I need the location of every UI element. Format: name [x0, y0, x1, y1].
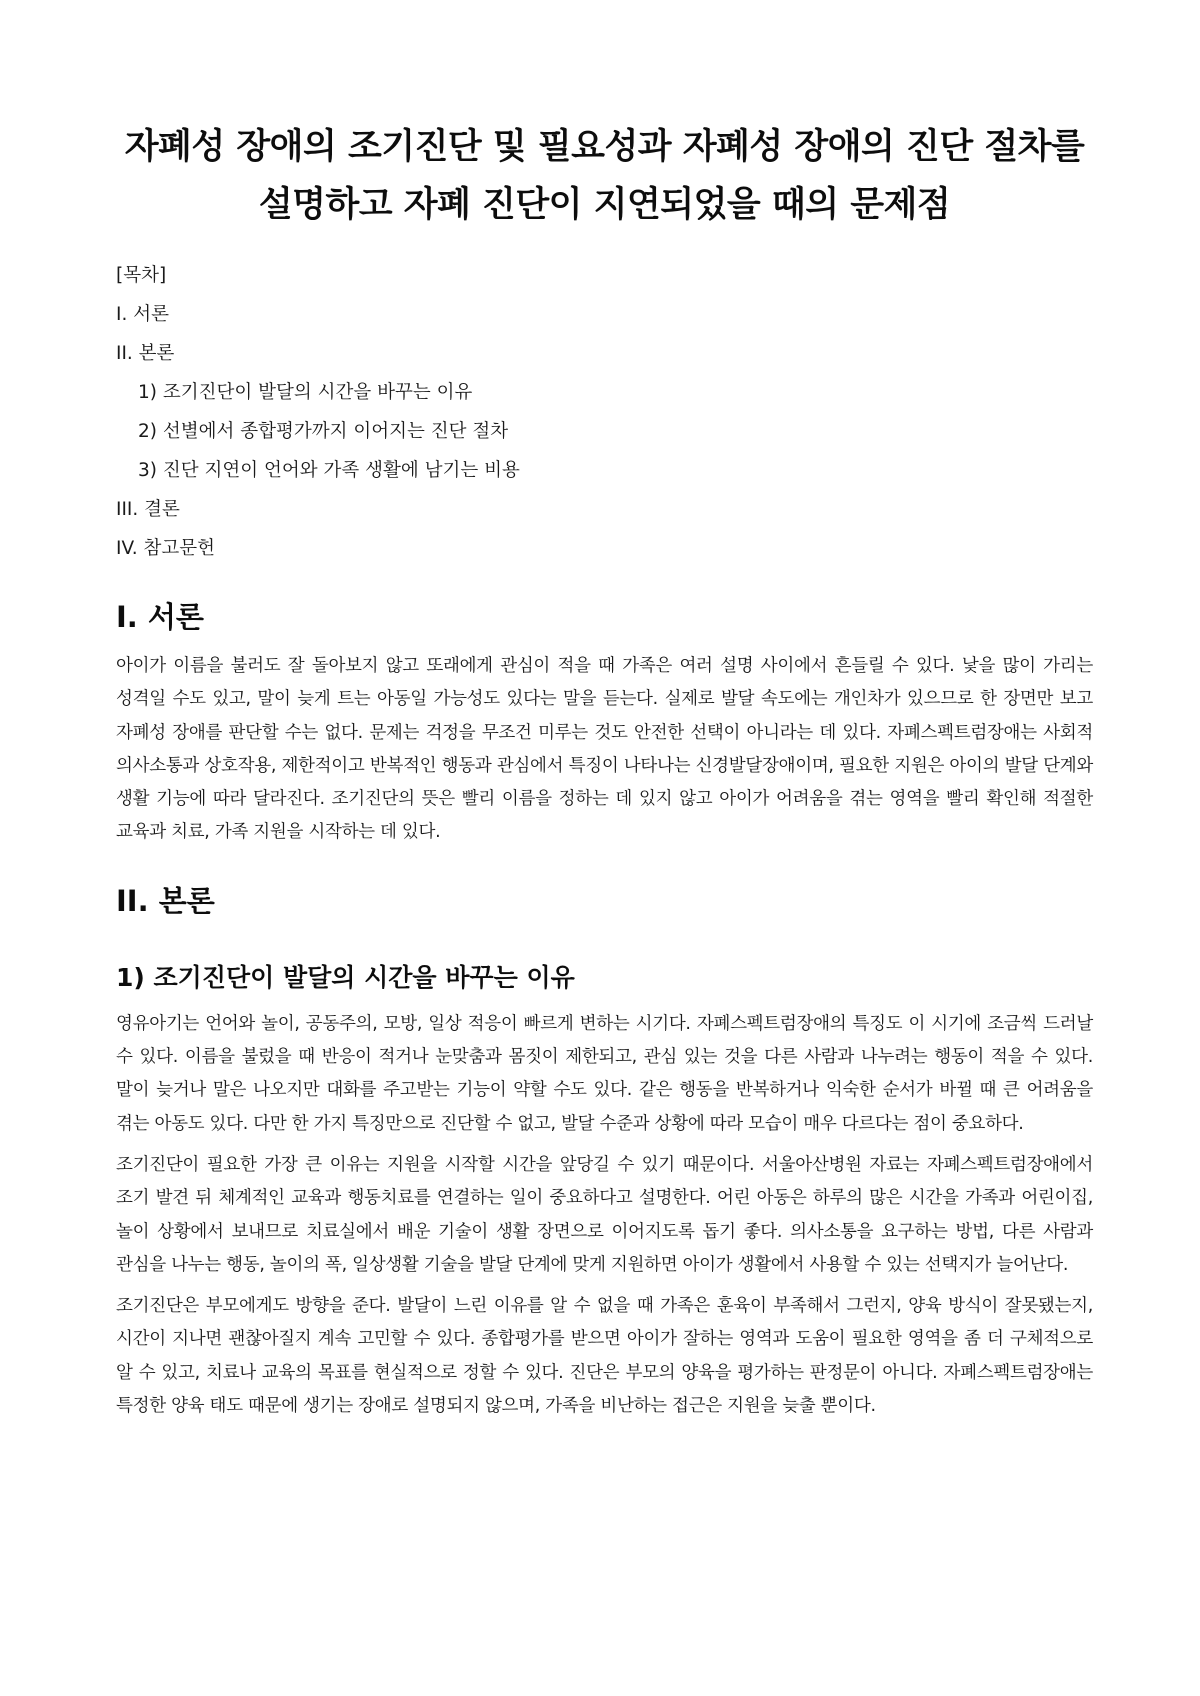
- toc-item: III. 결론: [116, 499, 180, 520]
- toc-subitem: 2) 선별에서 종합평가까지 이어지는 진단 절차: [138, 421, 509, 442]
- table-of-contents: [116, 256, 1093, 568]
- toc-item: I. 서론: [116, 304, 169, 325]
- body-paragraph: 조기진단이 필요한 가장 큰 이유는 지원을 시작할 시간을 앞당길 수 있기 때문이다. 서울아산병원 자료는 자폐스펙트럼장애에서 조기 발견 뒤 체계적인 교육과 행동치료를 연결하는 일이 중요하다고 설명한다. 어린 아동은 하루의 많은 시간을 가족과 어린이집, 놀이 상황에서 보내므로 치료실에서 배운 기술이 생활 장면으로 이어지도록 돕기 좋다. 의사소통을 요구하는 방법, 다른 사람과 관심을 나누는 행동, 놀이의 폭, 일상생활 기술을 발달 단계에 맞게 지원하면 아이가 생활에서 사용할 수 있는 선택지가 늘어난다.: [116, 1154, 1093, 1275]
- toc-subitem: 1) 조기진단이 발달의 시간을 바꾸는 이유: [138, 382, 473, 403]
- toc-subitem: 3) 진단 지연이 언어와 가족 생활에 남기는 비용: [138, 460, 520, 481]
- introduction-paragraph: 아이가 이름을 불러도 잘 돌아보지 않고 또래에게 관심이 적을 때 가족은 여러 설명 사이에서 흔들릴 수 있다. 낯을 많이 가리는 성격일 수도 있고, 말이 늦게 트는 아동일 가능성도 있다는 말을 듣는다. 실제로 발달 속도에는 개인차가 있으므로 한 장면만 보고 자폐성 장애를 판단할 수는 없다. 문제는 걱정을 무조건 미루는 것도 안전한 선택이 아니라는 데 있다. 자폐스펙트럼장애는 사회적 의사소통과 상호작용, 제한적이고 반복적인 행동과 관심에서 특징이 나타나는 신경발달장애이며, 필요한 지원은 아이의 발달 단계와 생활 기능에 따라 달라진다. 조기진단의 뜻은 빨리 이름을 정하는 데 있지 않고 아이가 어려움을 겪는 영역을 빨리 확인해 적절한 교육과 치료, 가족 지원을 시작하는 데 있다.: [116, 656, 1093, 843]
- section-heading-body: II. 본론: [116, 883, 215, 918]
- document-title: 자폐성 장애의 조기진단 및 필요성과 자폐성 장애의 진단 절차를 설명하고 자폐 진단이 지연되었을 때의 문제점: [124, 127, 1085, 225]
- subsection-heading: 1) 조기진단이 발달의 시간을 바꾸는 이유: [116, 962, 575, 992]
- body-paragraph: 영유아기는 언어와 놀이, 공동주의, 모방, 일상 적응이 빠르게 변하는 시기다. 자폐스펙트럼장애의 특징도 이 시기에 조금씩 드러날 수 있다. 이름을 불렀을 때 반응이 적거나 눈맞춤과 몸짓이 제한되고, 관심 있는 것을 다른 사람과 나누려는 행동이 적을 수 있다. 말이 늦거나 말은 나오지만 대화를 주고받는 기능이 약할 수도 있다. 같은 행동을 반복하거나 익숙한 순서가 바뀔 때 큰 어려움을 겪는 아동도 있다. 다만 한 가지 특징만으로 진단할 수 없고, 발달 수준과 상황에 따라 모습이 매우 다르다는 점이 중요하다.: [116, 1013, 1093, 1134]
- section-heading-introduction: I. 서론: [116, 600, 204, 634]
- toc-heading: [목차]: [116, 265, 167, 286]
- toc-item: II. 본론: [116, 343, 175, 364]
- body-paragraph: 조기진단은 부모에게도 방향을 준다. 발달이 느린 이유를 알 수 없을 때 가족은 훈육이 부족해서 그런지, 양육 방식이 잘못됐는지, 시간이 지나면 괜찮아질지 계속 고민할 수 있다. 종합평가를 받으면 아이가 잘하는 영역과 도움이 필요한 영역을 좀 더 구체적으로 알 수 있고, 치료나 교육의 목표를 현실적으로 정할 수 있다. 진단은 부모의 양육을 평가하는 판정문이 아니다. 자폐스펙트럼장애는 특정한 양육 태도 때문에 생기는 장애로 설명되지 않으며, 가족을 비난하는 접근은 지원을 늦출 뿐이다.: [116, 1296, 1093, 1417]
- toc-item: IV. 참고문헌: [116, 538, 215, 559]
